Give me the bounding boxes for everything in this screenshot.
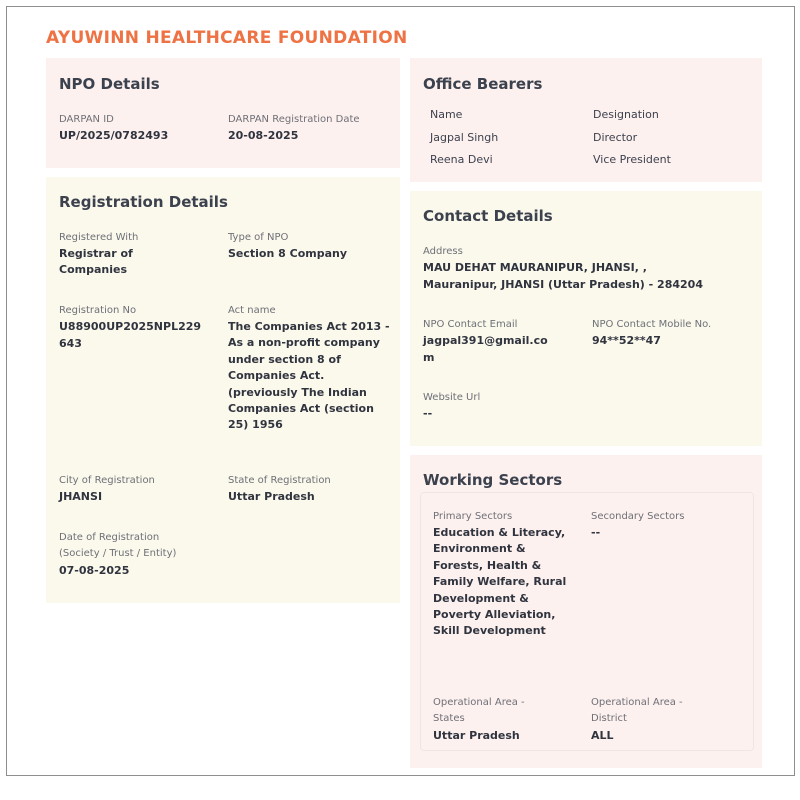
darpan-date-value: 20-08-2025 — [228, 129, 299, 142]
operational-states-label: Operational Area - States — [433, 697, 525, 724]
mobile-label: NPO Contact Mobile No. — [592, 319, 712, 330]
act-name-value: The Companies Act 2013 - As a non-profit company under section 8 of Companies Act. (previously The Indian Companies Act (section 25) 1956 — [228, 320, 390, 432]
mobile-value: 94**52**47 — [592, 334, 661, 347]
city-value: JHANSI — [59, 490, 103, 503]
registration-date-label: Date of Registration — [59, 532, 160, 543]
primary-sectors-label: Primary Sectors — [433, 511, 513, 522]
npo-type-value: Section 8 Company — [228, 247, 348, 260]
contact-details-title: Contact Details — [423, 207, 553, 225]
bearer-designation: Vice President — [593, 153, 671, 166]
operational-district-label: Operational Area - District — [591, 697, 683, 724]
operational-states-value: Uttar Pradesh — [433, 729, 520, 742]
designation-column-header: Designation — [593, 108, 659, 121]
city-label: City of Registration — [59, 475, 155, 486]
address-label: Address — [423, 246, 463, 257]
name-column-header: Name — [430, 108, 463, 121]
website-label: Website Url — [423, 392, 481, 403]
registration-date-sublabel: (Society / Trust / Entity) — [59, 548, 177, 559]
address-value: MAU DEHAT MAURANIPUR, JHANSI, , — [423, 261, 647, 274]
registered-with-value: Registrar of Companies — [59, 247, 133, 277]
bearer-name: Reena Devi — [430, 153, 493, 166]
npo-type-label: Type of NPO — [228, 232, 289, 243]
working-sectors-title: Working Sectors — [423, 471, 563, 489]
secondary-sectors-label: Secondary Sectors — [591, 511, 685, 522]
state-value: Uttar Pradesh — [228, 490, 315, 503]
registration-no-value: U88900UP2025NPL229 — [59, 320, 202, 333]
email-value-cont: m — [423, 350, 435, 364]
operational-district-value: ALL — [591, 729, 614, 742]
organization-title: AYUWINN HEALTHCARE FOUNDATION — [46, 28, 408, 48]
registered-with-label: Registered With — [59, 232, 139, 243]
email-label: NPO Contact Email — [423, 319, 518, 330]
bearer-name: Jagpal Singh — [430, 131, 499, 144]
registration-no-label: Registration No — [59, 305, 137, 316]
act-name-label: Act name — [228, 305, 276, 316]
darpan-id-label: DARPAN ID — [59, 114, 114, 125]
address-value-cont: Mauranipur, JHANSI (Uttar Pradesh) - 284204 — [423, 277, 703, 291]
registration-no-value-cont: 643 — [59, 336, 82, 350]
npo-details-title: NPO Details — [59, 75, 160, 93]
primary-sectors-value: Education & Literacy, Environment & Forests, Health & Family Welfare, Rural Development & Poverty Alleviation, Skill Development — [433, 526, 567, 638]
registration-date-value: 07-08-2025 — [59, 564, 130, 577]
state-label: State of Registration — [228, 475, 331, 486]
email-value: jagpal391@gmail.co — [423, 334, 548, 347]
office-bearers-title: Office Bearers — [423, 75, 543, 93]
website-value: -- — [423, 407, 433, 420]
darpan-date-label: DARPAN Registration Date — [228, 114, 360, 125]
bearer-designation: Director — [593, 131, 638, 144]
registration-details-title: Registration Details — [59, 193, 228, 211]
secondary-sectors-value: -- — [591, 526, 601, 539]
darpan-id-value: UP/2025/0782493 — [59, 129, 169, 142]
